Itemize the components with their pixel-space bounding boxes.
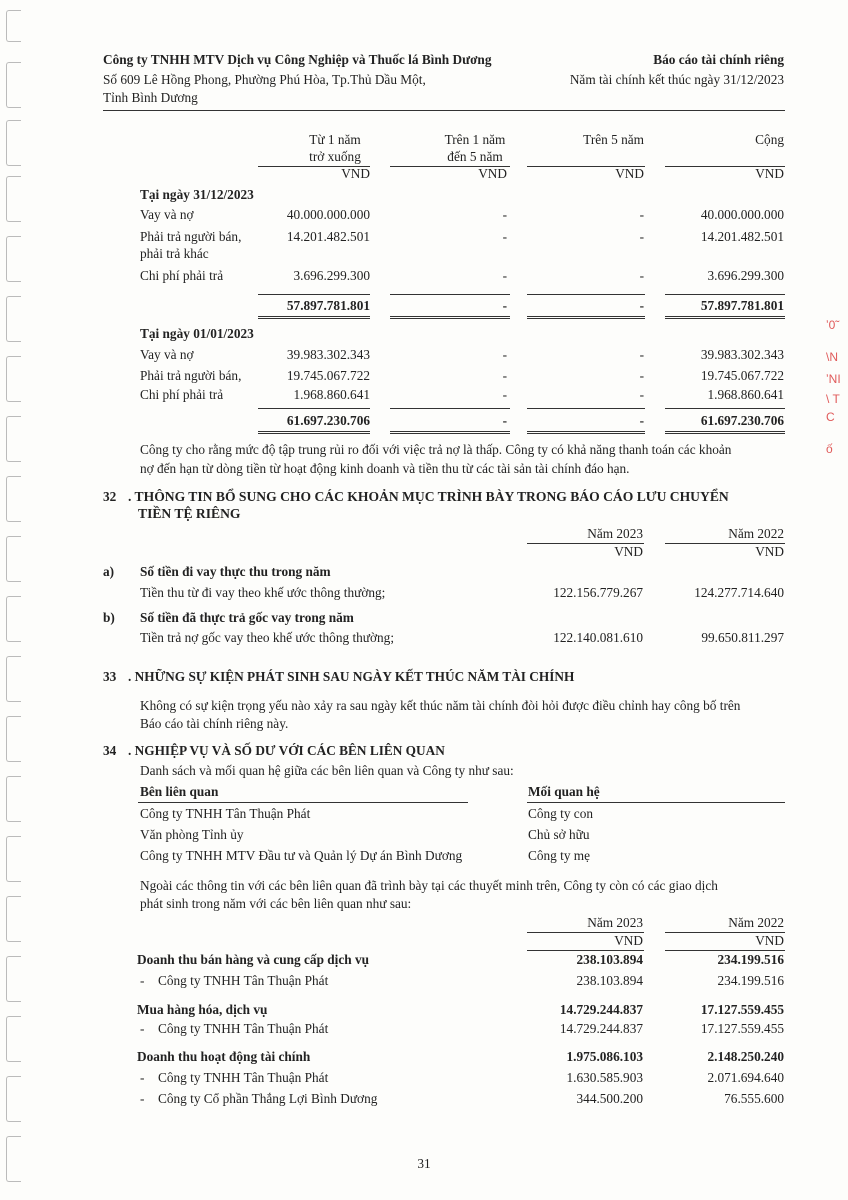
party-name: Công ty TNHH MTV Đầu tư và Quản lý Dự án Bình Dương xyxy=(140,848,463,863)
row-label: Chi phí phải trả xyxy=(140,387,224,402)
cell: - xyxy=(639,387,644,402)
paragraph: Không có sự kiện trọng yếu nào xảy ra sau ngày kết thúc năm tài chính đòi hỏi được điều chỉnh hay công bố trên xyxy=(140,698,741,713)
paragraph: Ngoài các thông tin với các bên liên quan đã trình bày tại các thuyết minh trên, Công ty còn có các giao dịch xyxy=(140,878,718,893)
unit-label: VND xyxy=(615,166,644,181)
total-rule xyxy=(258,294,370,295)
item-heading: Số tiền đã thực trả gốc vay trong năm xyxy=(140,610,354,625)
cell: - xyxy=(639,368,644,383)
row-label: Vay và nợ xyxy=(140,347,194,362)
col-header: Mối quan hệ xyxy=(528,784,600,799)
stamp-fragment: ʼNI xyxy=(826,372,841,386)
group-title: Tại ngày 01/01/2023 xyxy=(140,326,254,341)
total-cell: - xyxy=(639,298,644,313)
section-title: . NGHIỆP VỤ VÀ SỐ DƯ VỚI CÁC BÊN LIÊN QUAN xyxy=(128,743,445,758)
col-header: đến 5 năm xyxy=(447,149,503,164)
section-number: 32 xyxy=(103,489,117,504)
company-name: Công ty TNHH MTV Dịch vụ Công Nghiệp và Thuốc lá Bình Dương xyxy=(103,52,492,67)
list-dash: - xyxy=(140,1021,145,1036)
cell: 344.500.200 xyxy=(576,1091,643,1106)
section-number: 34 xyxy=(103,743,117,758)
double-rule xyxy=(527,431,645,434)
cell: 17.127.559.455 xyxy=(700,1021,784,1036)
cell: 1.630.585.903 xyxy=(566,1070,643,1085)
note-paragraph: nợ đến hạn từ dòng tiền từ hoạt động kinh doanh và tiền thu từ các tài sản tài chính đáo hạn. xyxy=(140,461,630,476)
cell: 39.983.302.343 xyxy=(286,347,370,362)
stamp-fragment: C xyxy=(826,410,835,424)
year-header: Năm 2022 xyxy=(728,526,784,541)
cell: 124.277.714.640 xyxy=(694,585,784,600)
cell: 39.983.302.343 xyxy=(700,347,784,362)
cell: 122.156.779.267 xyxy=(553,585,643,600)
cell: - xyxy=(502,387,507,402)
cell: 1.968.860.641 xyxy=(293,387,370,402)
cell: - xyxy=(639,347,644,362)
total-rule xyxy=(665,294,785,295)
unit-label: VND xyxy=(755,544,784,559)
year-header: Năm 2022 xyxy=(728,915,784,930)
party-name: Văn phòng Tỉnh ủy xyxy=(140,827,244,842)
total-rule xyxy=(665,408,785,409)
total-cell: - xyxy=(502,298,507,313)
unit-label: VND xyxy=(755,933,784,948)
section-title: . THÔNG TIN BỔ SUNG CHO CÁC KHOẢN MỤC TRÌNH BÀY TRONG BÁO CÁO LƯU CHUYỂN xyxy=(128,489,729,504)
row-label: Vay và nợ xyxy=(140,207,194,222)
cell: 99.650.811.297 xyxy=(701,630,784,645)
total-rule xyxy=(258,408,370,409)
party-name: Công ty TNHH Tân Thuận Phát xyxy=(140,806,311,821)
col-rule xyxy=(665,950,785,951)
double-rule xyxy=(527,316,645,319)
row-label: phải trả khác xyxy=(140,246,209,261)
total-cell: 57.897.781.801 xyxy=(700,298,784,313)
row-label: Chi phí phải trả xyxy=(140,268,224,283)
double-rule xyxy=(390,316,510,319)
cell: 122.140.081.610 xyxy=(553,630,643,645)
stamp-fragment: ố xyxy=(826,442,833,456)
total-cell: 2.148.250.240 xyxy=(707,1049,784,1064)
page-number: 31 xyxy=(417,1156,431,1171)
list-dash: - xyxy=(140,1070,145,1085)
year-header: Năm 2023 xyxy=(587,915,643,930)
col-header: Bên liên quan xyxy=(140,784,219,799)
row-label: Công ty Cổ phần Thắng Lợi Bình Dương xyxy=(158,1091,378,1106)
unit-label: VND xyxy=(341,166,370,181)
row-label: Tiền thu từ đi vay theo khế ước thông thường; xyxy=(140,585,386,600)
col-header: Trên 1 năm xyxy=(444,132,506,147)
unit-label: VND xyxy=(755,166,784,181)
double-rule xyxy=(258,316,370,319)
cell: - xyxy=(502,347,507,362)
col-rule xyxy=(527,802,785,803)
double-rule xyxy=(258,431,370,434)
total-cell: 234.199.516 xyxy=(717,952,784,967)
col-header: Cộng xyxy=(755,132,784,147)
row-label: Phải trả người bán, xyxy=(140,368,242,383)
group-heading: Mua hàng hóa, dịch vụ xyxy=(137,1002,268,1017)
cell: - xyxy=(639,207,644,222)
total-cell: 57.897.781.801 xyxy=(286,298,370,313)
paragraph: Báo cáo tài chính riêng này. xyxy=(140,716,289,731)
cell: 19.745.067.722 xyxy=(700,368,784,383)
list-dash: - xyxy=(140,1091,145,1106)
col-header: Từ 1 năm xyxy=(309,132,361,147)
section-title: . NHỮNG SỰ KIỆN PHÁT SINH SAU NGÀY KẾT THÚC NĂM TÀI CHÍNH xyxy=(128,669,575,684)
stamp-fragment: ʼ0̃ xyxy=(826,318,836,332)
stamp-fragment: \N xyxy=(826,350,838,364)
unit-label: VND xyxy=(478,166,507,181)
unit-label: VND xyxy=(614,544,643,559)
cell: 1.968.860.641 xyxy=(707,387,784,402)
cell: 40.000.000.000 xyxy=(700,207,784,222)
double-rule xyxy=(390,431,510,434)
item-mark: b) xyxy=(103,610,115,625)
col-rule xyxy=(527,950,644,951)
total-cell: 61.697.230.706 xyxy=(286,413,370,428)
total-cell: - xyxy=(502,413,507,428)
paragraph: phát sinh trong năm với các bên liên quan như sau: xyxy=(140,896,412,911)
total-rule xyxy=(390,294,510,295)
report-period: Năm tài chính kết thúc ngày 31/12/2023 xyxy=(569,72,784,87)
col-header: trở xuống xyxy=(309,149,361,164)
item-mark: a) xyxy=(103,564,115,579)
party-relation: Chủ sở hữu xyxy=(528,827,590,842)
item-heading: Số tiền đi vay thực thu trong năm xyxy=(140,564,331,579)
total-cell: 1.975.086.103 xyxy=(566,1049,643,1064)
section-title: TIỀN TỆ RIÊNG xyxy=(138,506,241,521)
row-label: Công ty TNHH Tân Thuận Phát xyxy=(158,973,329,988)
total-cell: 61.697.230.706 xyxy=(700,413,784,428)
double-rule xyxy=(665,431,785,434)
cell: 19.745.067.722 xyxy=(286,368,370,383)
cell: - xyxy=(502,268,507,283)
cell: - xyxy=(502,229,507,244)
party-relation: Công ty con xyxy=(528,806,594,821)
party-relation: Công ty mẹ xyxy=(528,848,591,863)
section-number: 33 xyxy=(103,669,117,684)
row-label: Công ty TNHH Tân Thuận Phát xyxy=(158,1021,329,1036)
company-address-line2: Tỉnh Bình Dương xyxy=(103,90,198,105)
group-heading: Doanh thu bán hàng và cung cấp dịch vụ xyxy=(137,952,370,967)
cell: - xyxy=(502,368,507,383)
paragraph: Danh sách và mối quan hệ giữa các bên liên quan và Công ty như sau: xyxy=(140,763,514,778)
cell: 3.696.299.300 xyxy=(707,268,784,283)
row-label: Phải trả người bán, xyxy=(140,229,242,244)
total-rule xyxy=(527,408,645,409)
header-divider xyxy=(103,110,785,111)
company-address-line1: Số 609 Lê Hồng Phong, Phường Phú Hòa, Tp.Thủ Dầu Một, xyxy=(103,72,426,87)
cell: 14.201.482.501 xyxy=(700,229,784,244)
cell: - xyxy=(639,229,644,244)
group-heading: Doanh thu hoạt động tài chính xyxy=(137,1049,311,1064)
row-label: Tiền trả nợ gốc vay theo khế ước thông thường; xyxy=(140,630,395,645)
total-cell: - xyxy=(639,413,644,428)
cell: 3.696.299.300 xyxy=(293,268,370,283)
cell: - xyxy=(502,207,507,222)
list-dash: - xyxy=(140,973,145,988)
note-paragraph: Công ty cho rằng mức độ tập trung rủi ro đối với việc trả nợ là thấp. Công ty có khả năng thanh toán các khoản xyxy=(140,442,732,457)
cell: 76.555.600 xyxy=(724,1091,784,1106)
total-cell: 14.729.244.837 xyxy=(559,1002,643,1017)
cell: 238.103.894 xyxy=(576,973,643,988)
unit-label: VND xyxy=(614,933,643,948)
year-header: Năm 2023 xyxy=(587,526,643,541)
double-rule xyxy=(665,316,785,319)
total-cell: 17.127.559.455 xyxy=(700,1002,784,1017)
row-label: Công ty TNHH Tân Thuận Phát xyxy=(158,1070,329,1085)
cell: - xyxy=(639,268,644,283)
cell: 2.071.694.640 xyxy=(707,1070,784,1085)
total-rule xyxy=(527,294,645,295)
cell: 14.201.482.501 xyxy=(286,229,370,244)
total-rule xyxy=(390,408,510,409)
cell: 40.000.000.000 xyxy=(286,207,370,222)
total-cell: 238.103.894 xyxy=(576,952,643,967)
col-header: Trên 5 năm xyxy=(583,132,644,147)
col-rule xyxy=(138,802,468,803)
stamp-fragment: \ T xyxy=(826,392,840,406)
cell: 14.729.244.837 xyxy=(559,1021,643,1036)
report-title: Báo cáo tài chính riêng xyxy=(653,52,784,67)
cell: 234.199.516 xyxy=(717,973,784,988)
group-title: Tại ngày 31/12/2023 xyxy=(140,187,254,202)
